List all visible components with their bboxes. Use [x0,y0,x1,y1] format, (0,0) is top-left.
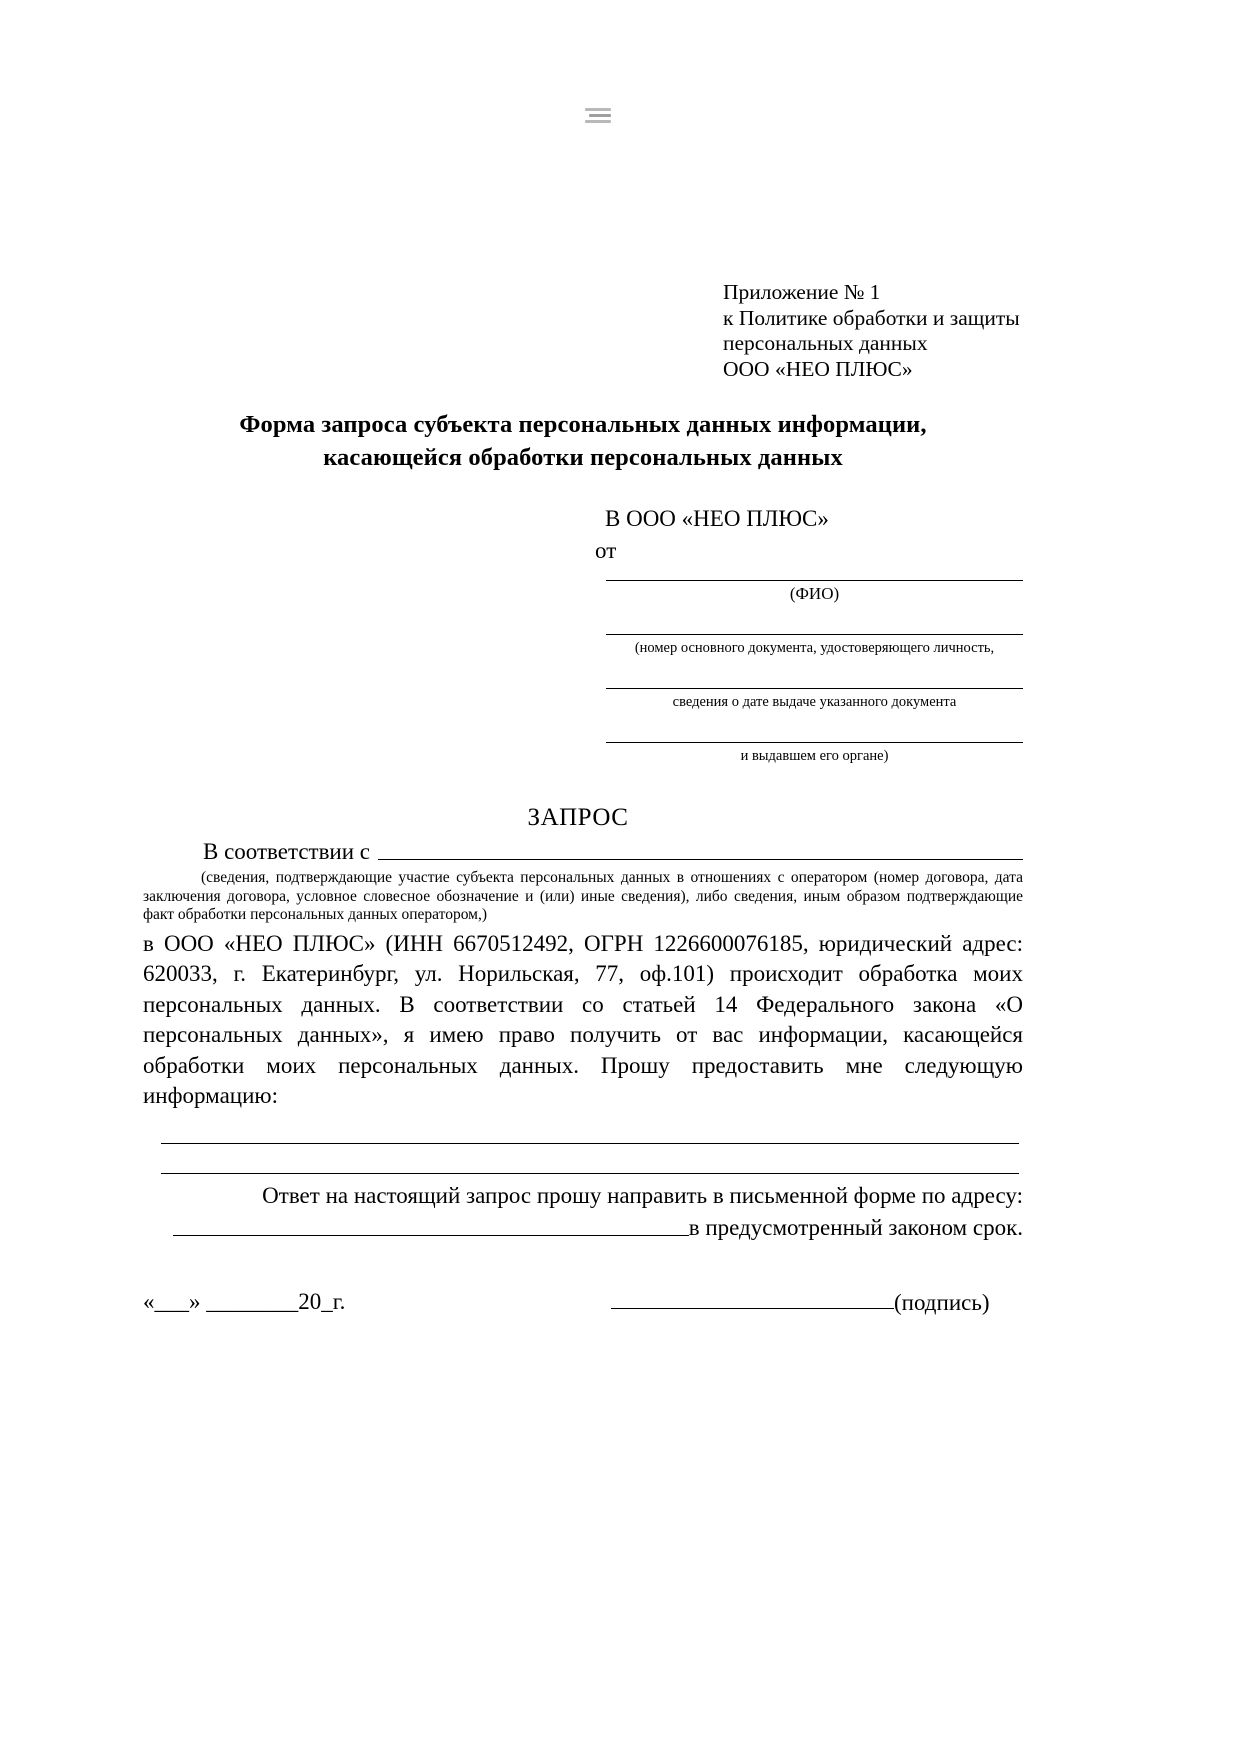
appendix-line-2: к Политике обработки и защиты [723,305,1020,330]
accordance-row [203,838,1023,866]
signature-caption: (подпись) [894,1289,990,1315]
answer-instruction: Ответ на настоящий запрос прошу направить в письменной форме по адресу: [262,1182,1023,1208]
body-paragraph: в ООО «НЕО ПЛЮС» (ИНН 6670512492, ОГРН 1226600076185, юридический адрес: 620033, г. Екатеринбург, ул. Норильская, 77, оф.101) происходит обработка моих персональных данных. В соответствии со статьей 14 Федерального закона «О персональных данных», я имею право получить от вас информации, касающейся обработки моих персональных данных. Прошу предоставить мне следующую информацию: [143,930,1023,1108]
appendix-line-3: персональных данных [723,331,928,355]
document-content [143,280,1023,1323]
addressee-organization: В ООО «НЕО ПЛЮС» [605,506,829,531]
document-issuer-field[interactable] [606,742,1023,743]
info-request-field-1[interactable] [161,1143,1019,1144]
document-date-field[interactable] [606,688,1023,689]
appendix-block [723,280,1023,382]
page-title-line-2: касающейся обработки персональных данных [323,444,843,471]
addressee-block [595,504,1023,566]
page-top-mark-icon [583,108,613,130]
signature-field[interactable] [611,1308,894,1309]
answer-address-field[interactable] [173,1235,689,1236]
page-title [143,408,1023,474]
answer-address-tail: в предусмотренный законом срок. [688,1214,1023,1240]
signature-row [143,1289,1023,1323]
signature-date-field[interactable]: «___» ________20_г. [143,1288,346,1314]
signature-area [611,1289,989,1317]
accordance-label: В соответствии с [203,839,371,864]
page-title-line-1: Форма запроса субъекта персональных данных информации, [239,411,927,438]
request-heading: ЗАПРОС [527,804,629,831]
fine-print-note [143,869,1023,925]
info-request-field-2[interactable] [161,1173,1019,1174]
document-number-caption: (номер основного документа, удостоверяющего личность, [634,640,995,656]
appendix-line-4: ООО «НЕО ПЛЮС» [723,356,913,381]
appendix-line-1: Приложение № 1 [723,280,881,304]
accordance-field[interactable] [378,859,1023,860]
document-date-caption: сведения о дате выдаче указанного документа [672,694,957,710]
fio-field[interactable] [606,580,1023,581]
addressee-from-label: от [595,538,617,563]
document-issuer-caption: и выдавшем его органе) [740,748,889,764]
fine-print-text: (сведения, подтверждающие участие субъекта персональных данных в отношениях с оператором (номер договора, дата заключения договора, условное словесное обозначение и (или) иные сведения), либо сведения, иным образом подтверждающие факт обработки персональных данных оператором,) [143,869,1023,923]
fio-caption: (ФИО) [789,584,840,603]
applicant-fields [606,580,1023,766]
answer-address-row [173,1213,1023,1243]
document-number-field[interactable] [606,634,1023,635]
